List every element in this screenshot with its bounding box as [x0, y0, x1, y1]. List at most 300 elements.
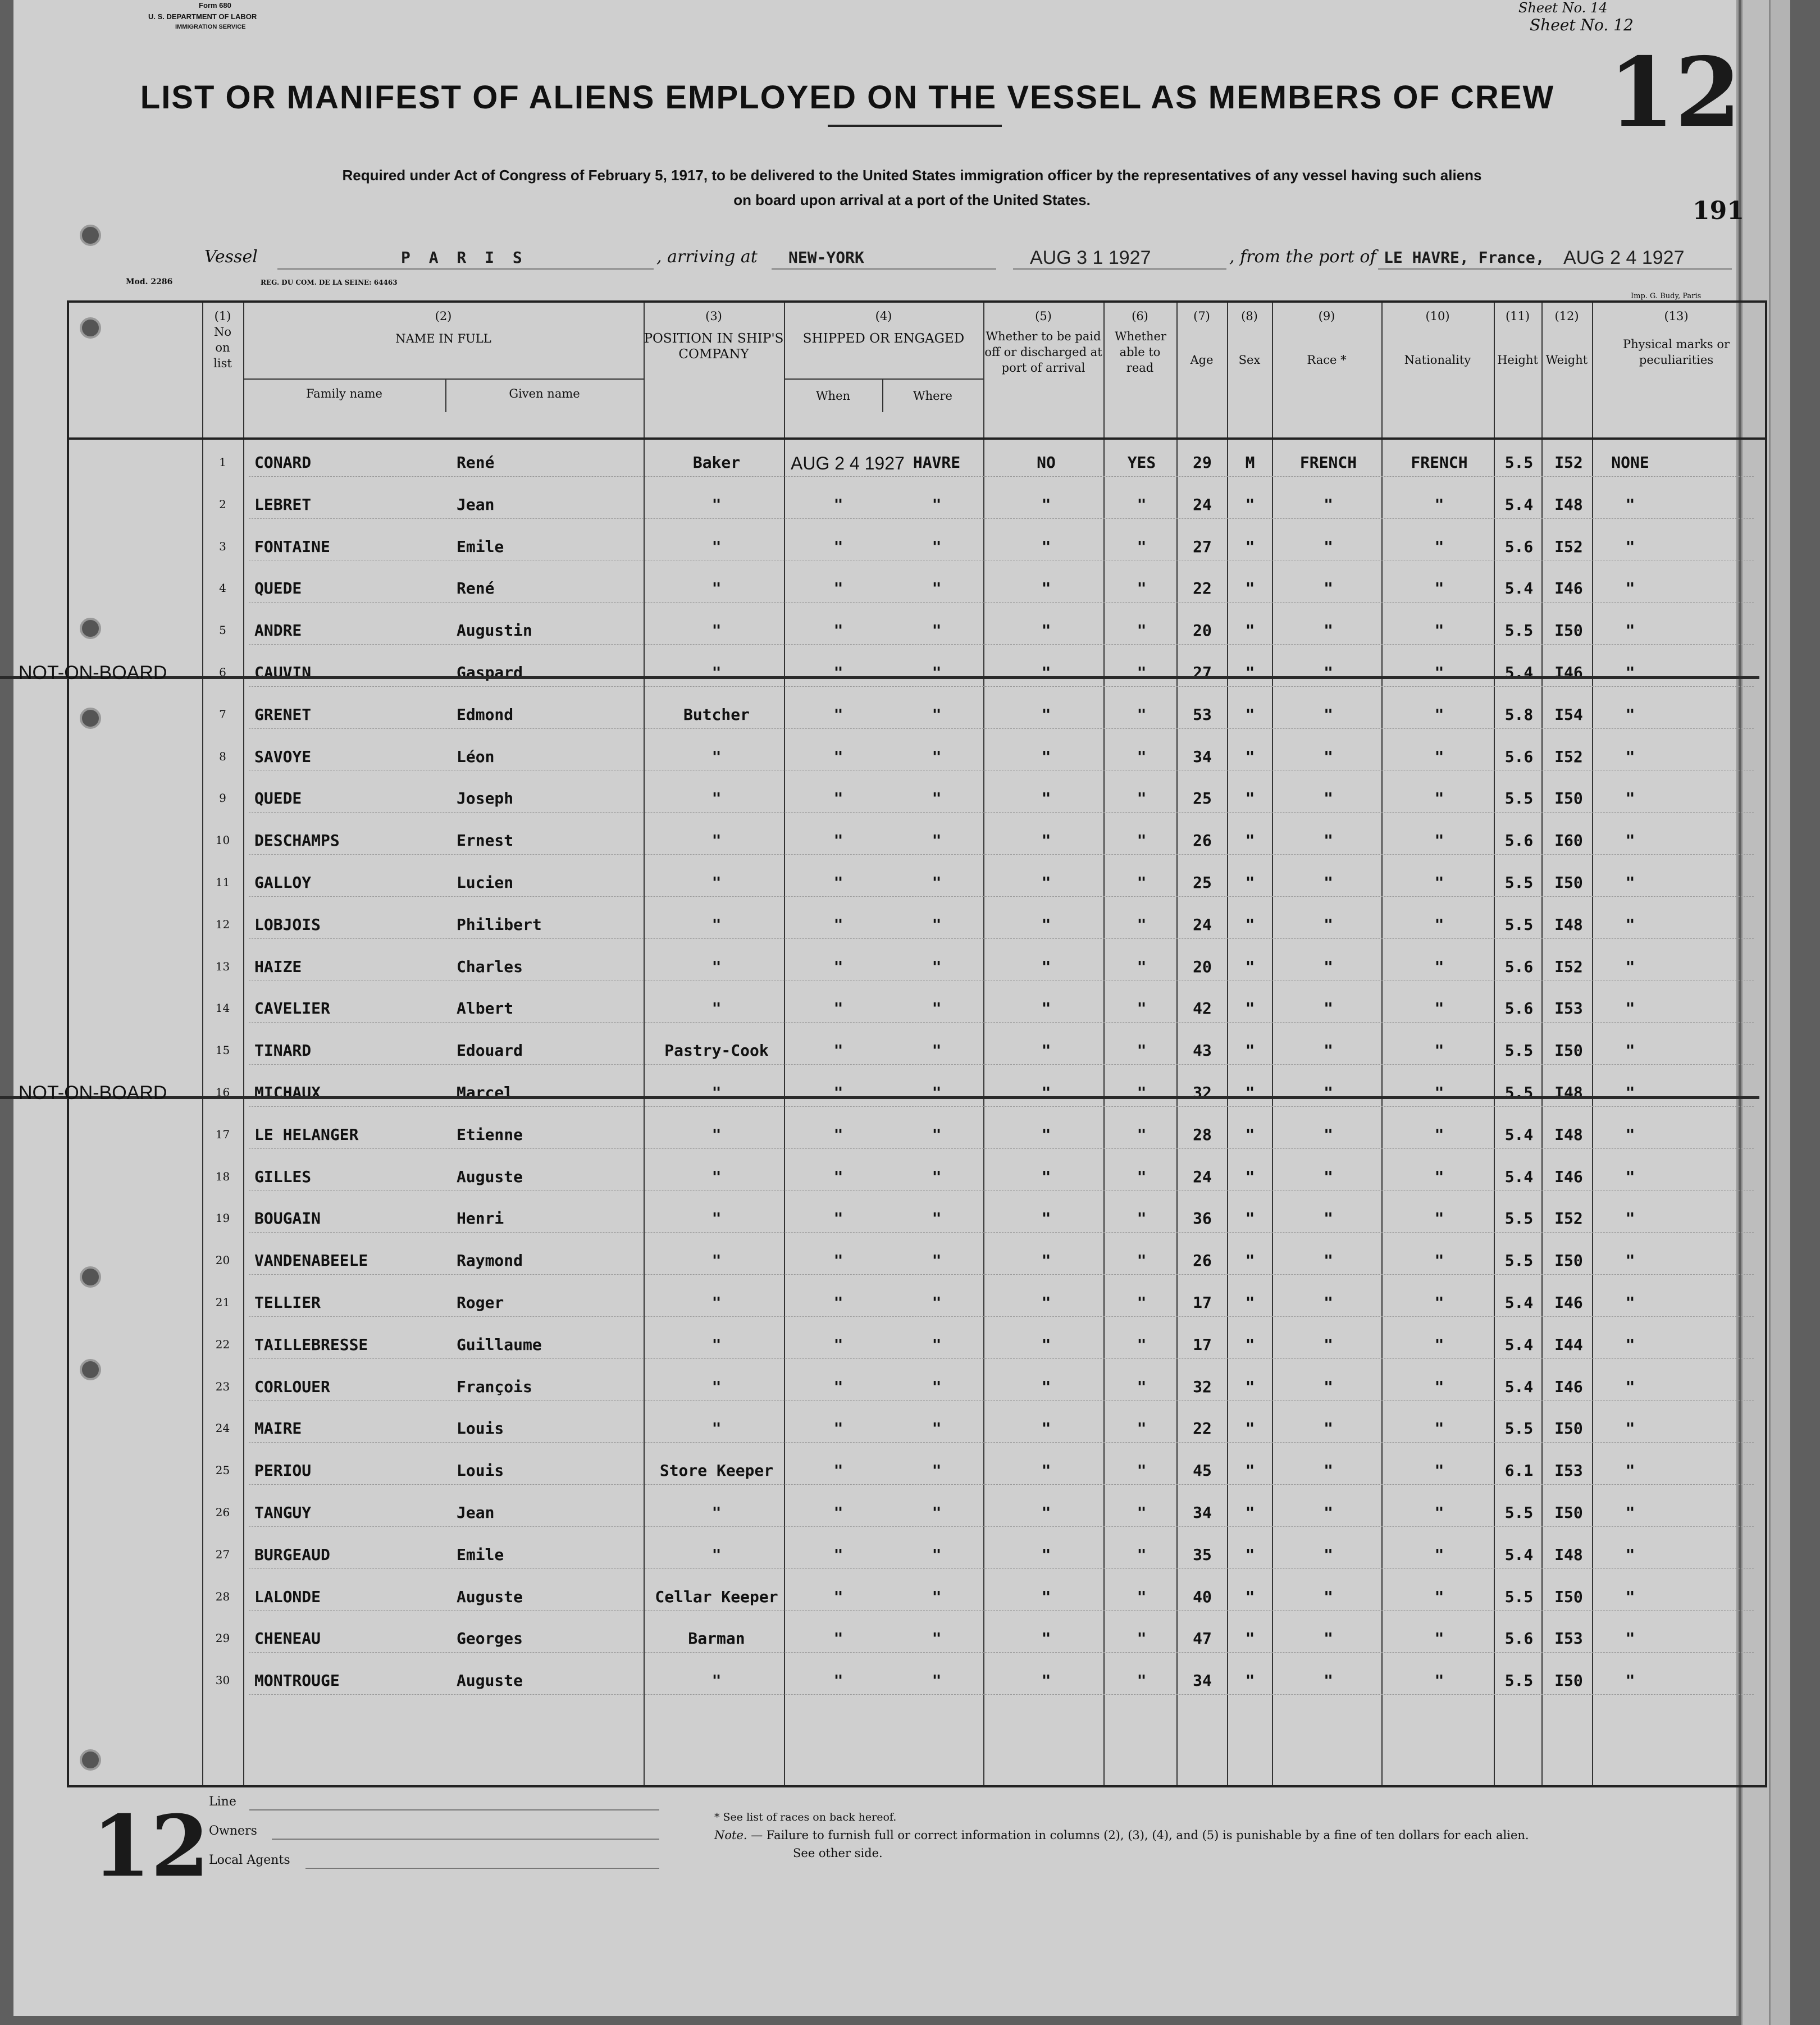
cell-when: " [833, 999, 843, 1018]
cell-height: 5.4 [1504, 1335, 1534, 1354]
agents-rule [305, 1868, 659, 1869]
cell-weight: I50 [1554, 1419, 1583, 1438]
cell-marks: " [1625, 1251, 1635, 1270]
cell-weight: I50 [1554, 1251, 1583, 1270]
vessel-rule [277, 268, 654, 270]
cell-paid: " [1041, 1209, 1051, 1228]
cell-marks: NONE [1611, 453, 1649, 472]
cell-age: 34 [1193, 1503, 1212, 1522]
cell-family: TANGUY [254, 1503, 312, 1522]
cell-sex: " [1245, 1671, 1255, 1690]
given-name-header: Given name [509, 387, 580, 400]
cell-nat: " [1434, 747, 1444, 766]
cell-where: " [932, 537, 942, 556]
cell-family: GILLES [254, 1167, 312, 1186]
cell-when: " [833, 1209, 843, 1228]
cell-height: 6.1 [1504, 1461, 1534, 1480]
cell-no: 12 [215, 917, 230, 931]
cell-sex: " [1245, 1041, 1255, 1060]
cell-where: " [932, 789, 942, 808]
cell-position: " [711, 495, 722, 514]
cell-family: MONTROUGE [254, 1671, 340, 1690]
cell-nat: " [1434, 663, 1444, 682]
cell-family: FONTAINE [254, 537, 330, 556]
cell-height: 5.6 [1504, 747, 1534, 766]
cell-no: 19 [215, 1211, 230, 1225]
agents-label: Local Agents [209, 1853, 290, 1867]
cell-weight: I52 [1554, 537, 1583, 556]
cell-position: " [711, 957, 722, 976]
table-row [69, 1246, 1765, 1288]
cell-when: " [833, 1125, 843, 1144]
cell-no: 7 [219, 707, 226, 721]
cell-position: " [711, 1545, 722, 1564]
cell-no: 22 [215, 1337, 230, 1351]
cell-no: 30 [215, 1673, 230, 1687]
cell-weight: I46 [1554, 1167, 1583, 1186]
cell-family: CONARD [254, 453, 312, 472]
line-rule [249, 1809, 659, 1810]
cell-given: Lucien [457, 873, 514, 892]
table-row [69, 1203, 1765, 1246]
cell-paid: NO [1037, 453, 1056, 472]
cell-read: " [1137, 873, 1147, 892]
table-row [69, 1623, 1765, 1666]
fine-note [714, 1826, 1529, 1844]
sheet-number: Sheet No. 12 [1530, 16, 1634, 34]
row-guide-line [249, 1358, 1754, 1359]
cell-nat: " [1434, 1587, 1444, 1606]
cell-race: " [1324, 1041, 1333, 1060]
cell-position: " [711, 1251, 722, 1270]
col6-header: (6) Whether able to read [1115, 309, 1166, 375]
table-row [69, 1372, 1765, 1414]
cell-marks: " [1625, 1587, 1635, 1606]
subtitle-line-2: on board upon arrival at a port of the United States. [733, 191, 1091, 208]
cell-no: 25 [215, 1463, 230, 1477]
cell-age: 28 [1193, 1125, 1212, 1144]
cell-family: BURGEAUD [254, 1545, 330, 1564]
cell-marks: " [1625, 1083, 1635, 1102]
cell-given: Auguste [457, 1671, 523, 1690]
cell-paid: " [1041, 1335, 1051, 1354]
cell-age: 32 [1193, 1083, 1212, 1102]
cell-age: 36 [1193, 1209, 1212, 1228]
cell-nat: " [1434, 1083, 1444, 1102]
cell-no: 6 [219, 665, 226, 679]
cell-where: " [932, 1629, 942, 1648]
cell-paid: " [1041, 495, 1051, 514]
cell-nat: " [1434, 579, 1444, 598]
cell-no: 29 [215, 1631, 230, 1645]
cell-given: Henri [457, 1209, 504, 1228]
cell-sex: " [1245, 1293, 1255, 1312]
cell-age: 32 [1193, 1377, 1212, 1396]
cell-height: 5.5 [1504, 1083, 1534, 1102]
arrival-date-stamp: AUG 3 1 1927 [1030, 247, 1151, 268]
cell-paid: " [1041, 1125, 1051, 1144]
cell-given: Jean [457, 495, 495, 514]
cell-race: " [1324, 915, 1333, 934]
cell-race: " [1324, 1461, 1333, 1480]
cell-paid: " [1041, 1503, 1051, 1522]
cell-race: " [1324, 1545, 1333, 1564]
cell-height: 5.4 [1504, 1167, 1534, 1186]
row-guide-line [249, 1400, 1754, 1401]
cell-age: 29 [1193, 453, 1212, 472]
cell-no: 1 [219, 455, 226, 469]
arrival-date-rule [1013, 268, 1226, 270]
cell-weight: I50 [1554, 1587, 1583, 1606]
cell-nat: " [1434, 831, 1444, 850]
cell-weight: I48 [1554, 1125, 1583, 1144]
cell-when: " [833, 1041, 843, 1060]
cell-weight: I54 [1554, 705, 1583, 724]
cell-nat: " [1434, 1503, 1444, 1522]
cell-position: " [711, 1167, 722, 1186]
cell-where: " [932, 1251, 942, 1270]
cell-nat: " [1434, 1545, 1444, 1564]
not-on-board-stamp: NOT-ON-BOARD [19, 1082, 167, 1103]
cell-sex: " [1245, 495, 1255, 514]
cell-position: Butcher [683, 705, 750, 724]
cell-family: MAIRE [254, 1419, 302, 1438]
row-guide-line [249, 1694, 1754, 1695]
cell-nat: " [1434, 1125, 1444, 1144]
cell-no: 23 [215, 1379, 230, 1393]
mod-number: Mod. 2286 [126, 277, 173, 286]
arrival-rule [772, 268, 996, 270]
cell-weight: I48 [1554, 915, 1583, 934]
cell-race: " [1324, 495, 1333, 514]
cell-sex: " [1245, 1419, 1255, 1438]
cell-family: SAVOYE [254, 747, 312, 766]
table-row [69, 825, 1765, 868]
cell-race: " [1324, 1377, 1333, 1396]
cell-height: 5.5 [1504, 1671, 1534, 1690]
cell-paid: " [1041, 957, 1051, 976]
cell-position: " [711, 579, 722, 598]
cell-family: HAIZE [254, 957, 302, 976]
cell-race: " [1324, 1419, 1333, 1438]
cell-position: " [711, 915, 722, 934]
cell-when: " [833, 1629, 843, 1648]
cell-when: " [833, 831, 843, 850]
cell-position: " [711, 1671, 722, 1690]
cell-read: " [1137, 789, 1147, 808]
cell-no: 16 [215, 1086, 230, 1099]
cell-when: " [833, 495, 843, 514]
cell-sex: " [1245, 831, 1255, 850]
cell-family: LOBJOIS [254, 915, 321, 934]
cell-sex: " [1245, 1461, 1255, 1480]
cell-position: Store Keeper [659, 1461, 774, 1480]
cell-height: 5.4 [1504, 663, 1534, 682]
row-guide-line [249, 1022, 1754, 1023]
row-guide-line [249, 1568, 1754, 1569]
table-row [69, 532, 1765, 574]
cell-race: " [1324, 663, 1333, 682]
cell-marks: " [1625, 831, 1635, 850]
cell-race: " [1324, 999, 1333, 1018]
cell-age: 34 [1193, 747, 1212, 766]
cell-read: " [1137, 1377, 1147, 1396]
cell-marks: " [1625, 1461, 1635, 1480]
cell-nat: " [1434, 1629, 1444, 1648]
cell-height: 5.5 [1504, 1419, 1534, 1438]
cell-age: 45 [1193, 1461, 1212, 1480]
sheet-number-top: Sheet No. 14 [1518, 0, 1608, 16]
cell-weight: I53 [1554, 999, 1583, 1018]
col11-header: (11) Height [1497, 309, 1538, 367]
arrival-port: NEW-YORK [788, 248, 864, 267]
cell-family: LEBRET [254, 495, 312, 514]
cell-where: " [932, 1125, 942, 1144]
cell-nat: " [1434, 915, 1444, 934]
cell-given: Edmond [457, 705, 514, 724]
cell-position: " [711, 831, 722, 850]
cell-height: 5.5 [1504, 1503, 1534, 1522]
cell-position: " [711, 1209, 722, 1228]
col8-header: (8) Sex [1238, 309, 1261, 367]
table-row [69, 448, 1765, 490]
cell-age: 26 [1193, 1251, 1212, 1270]
cell-given: Auguste [457, 1587, 523, 1606]
cell-no: 3 [219, 539, 226, 553]
cell-marks: " [1625, 1545, 1635, 1564]
cell-no: 10 [215, 833, 230, 847]
table-row [69, 868, 1765, 910]
col13-header: (13) Physical marks or peculiarities [1622, 309, 1730, 367]
cell-sex: " [1245, 1503, 1255, 1522]
cell-when: " [833, 1587, 843, 1606]
cell-given: René [457, 579, 495, 598]
cell-position: Pastry-Cook [664, 1041, 769, 1060]
cell-age: 20 [1193, 957, 1212, 976]
cell-weight: I53 [1554, 1461, 1583, 1480]
cell-no: 2 [219, 497, 226, 511]
cell-age: 42 [1193, 999, 1212, 1018]
cell-read: " [1137, 705, 1147, 724]
cell-paid: " [1041, 705, 1051, 724]
table-row [69, 490, 1765, 532]
cell-weight: I50 [1554, 789, 1583, 808]
strike-through-line [0, 676, 1759, 679]
cell-where: " [932, 1545, 942, 1564]
cell-given: François [457, 1377, 532, 1396]
cell-weight: I50 [1554, 621, 1583, 640]
cell-sex: " [1245, 579, 1255, 598]
cell-age: 40 [1193, 1587, 1212, 1606]
vessel-label: Vessel [204, 247, 258, 267]
row-guide-line [249, 1148, 1754, 1149]
cell-weight: I53 [1554, 1629, 1583, 1648]
when-header: When [815, 389, 851, 403]
table-row [69, 1666, 1765, 1708]
table-row [69, 952, 1765, 994]
cell-position: " [711, 621, 722, 640]
cell-position: " [711, 789, 722, 808]
cell-read: " [1137, 663, 1147, 682]
footnote [714, 1808, 1529, 1862]
cell-sex: " [1245, 663, 1255, 682]
cell-weight: I48 [1554, 1545, 1583, 1564]
shipped-subheader-line [784, 378, 983, 380]
cell-no: 13 [215, 959, 230, 973]
row-guide-line [249, 1442, 1754, 1443]
cell-height: 5.6 [1504, 1629, 1534, 1648]
cell-paid: " [1041, 1629, 1051, 1648]
cell-weight: I46 [1554, 1293, 1583, 1312]
cell-where: " [932, 1377, 942, 1396]
cell-nat: " [1434, 873, 1444, 892]
cell-position: " [711, 1503, 722, 1522]
table-row [69, 1162, 1765, 1204]
cell-family: LALONDE [254, 1587, 321, 1606]
from-label: , from the port of [1229, 247, 1376, 267]
cell-age: 27 [1193, 663, 1212, 682]
cell-position: " [711, 873, 722, 892]
cell-position: " [711, 537, 722, 556]
cell-marks: " [1625, 1167, 1635, 1186]
cell-paid: " [1041, 999, 1051, 1018]
cell-age: 25 [1193, 789, 1212, 808]
cell-sex: " [1245, 873, 1255, 892]
cell-age: 53 [1193, 705, 1212, 724]
name-subheader-line [243, 378, 644, 380]
printer: Imp. G. Budy, Paris [1631, 292, 1702, 300]
cell-paid: " [1041, 621, 1051, 640]
cell-read: " [1137, 1251, 1147, 1270]
cell-family: CAUVIN [254, 663, 312, 682]
cell-position: " [711, 1419, 722, 1438]
cell-race: " [1324, 957, 1333, 976]
cell-given: Auguste [457, 1167, 523, 1186]
cell-nat: " [1434, 1167, 1444, 1186]
cell-height: 5.4 [1504, 579, 1534, 598]
cell-when: " [833, 1545, 843, 1564]
cell-given: Louis [457, 1461, 504, 1480]
cell-where: " [932, 999, 942, 1018]
cell-read: " [1137, 1209, 1147, 1228]
cell-paid: " [1041, 915, 1051, 934]
row-guide-line [249, 1064, 1754, 1065]
cell-weight: I52 [1554, 453, 1583, 472]
cell-marks: " [1625, 1629, 1635, 1648]
punch-hole [80, 225, 101, 246]
cell-height: 5.6 [1504, 999, 1534, 1018]
cell-when: " [833, 663, 843, 682]
cell-sex: M [1245, 453, 1255, 472]
cell-age: 22 [1193, 1419, 1212, 1438]
cell-no: 4 [219, 581, 226, 595]
cell-paid: " [1041, 537, 1051, 556]
cell-sex: " [1245, 1545, 1255, 1564]
cell-given: Guillaume [457, 1335, 542, 1354]
cell-family: TELLIER [254, 1293, 321, 1312]
department: U. S. DEPARTMENT OF LABOR [148, 12, 257, 21]
cell-read: " [1137, 1041, 1147, 1060]
cell-where: " [932, 1041, 942, 1060]
cell-where: " [932, 663, 942, 682]
cell-height: 5.5 [1504, 453, 1534, 472]
cell-where: " [932, 1587, 942, 1606]
cell-paid: " [1041, 1461, 1051, 1480]
race-note: * See list of races on back hereof. [714, 1811, 897, 1823]
cell-marks: " [1625, 1293, 1635, 1312]
cell-read: " [1137, 1335, 1147, 1354]
cell-family: CHENEAU [254, 1629, 321, 1648]
cell-marks: " [1625, 495, 1635, 514]
cell-given: Gaspard [457, 663, 523, 682]
table-row [69, 615, 1765, 658]
where-header: Where [913, 389, 952, 403]
cell-nat: " [1434, 1251, 1444, 1270]
vessel-name: P A R I S [401, 248, 527, 267]
service: IMMIGRATION SERVICE [175, 24, 246, 30]
cell-when: " [833, 537, 843, 556]
cell-read: " [1137, 1545, 1147, 1564]
title-underline [828, 125, 1002, 127]
cell-read: " [1137, 1671, 1147, 1690]
cell-marks: " [1625, 1671, 1635, 1690]
cell-family: TINARD [254, 1041, 312, 1060]
cell-read: " [1137, 1167, 1147, 1186]
row-guide-line [249, 602, 1754, 603]
cell-sex: " [1245, 915, 1255, 934]
table-row [69, 1288, 1765, 1330]
cell-race: " [1324, 831, 1333, 850]
cell-race: " [1324, 1167, 1333, 1186]
cell-sex: " [1245, 789, 1255, 808]
row-guide-line [249, 686, 1754, 687]
cell-family: BOUGAIN [254, 1209, 321, 1228]
cell-age: 24 [1193, 1167, 1212, 1186]
cell-when: " [833, 1377, 843, 1396]
cell-paid: " [1041, 1545, 1051, 1564]
cell-age: 43 [1193, 1041, 1212, 1060]
cell-height: 5.5 [1504, 1587, 1534, 1606]
cell-position: " [711, 1083, 722, 1102]
col10-header: (10) Nationality [1404, 309, 1471, 367]
cell-position: " [711, 747, 722, 766]
cell-where: " [932, 747, 942, 766]
cell-no: 18 [215, 1169, 230, 1183]
cell-given: Etienne [457, 1125, 523, 1144]
cell-where: " [932, 705, 942, 724]
cell-sex: " [1245, 1083, 1255, 1102]
cell-race: " [1324, 579, 1333, 598]
cell-no: 24 [215, 1421, 230, 1435]
row-guide-line [249, 1274, 1754, 1275]
cell-marks: " [1625, 1125, 1635, 1144]
cell-weight: I48 [1554, 1083, 1583, 1102]
cell-given: Marcel [457, 1083, 514, 1102]
cell-family: LE HELANGER [254, 1125, 359, 1144]
family-name-header: Family name [306, 387, 382, 400]
cell-sex: " [1245, 1335, 1255, 1354]
cell-when: " [833, 1419, 843, 1438]
cell-when: " [833, 957, 843, 976]
cell-height: 5.4 [1504, 1545, 1534, 1564]
cell-marks: " [1625, 1377, 1635, 1396]
cell-where: " [932, 1335, 942, 1354]
cell-height: 5.5 [1504, 1041, 1534, 1060]
note-label: Note. [714, 1828, 747, 1842]
cell-sex: " [1245, 705, 1255, 724]
cell-paid: " [1041, 1377, 1051, 1396]
cell-marks: " [1625, 705, 1635, 724]
